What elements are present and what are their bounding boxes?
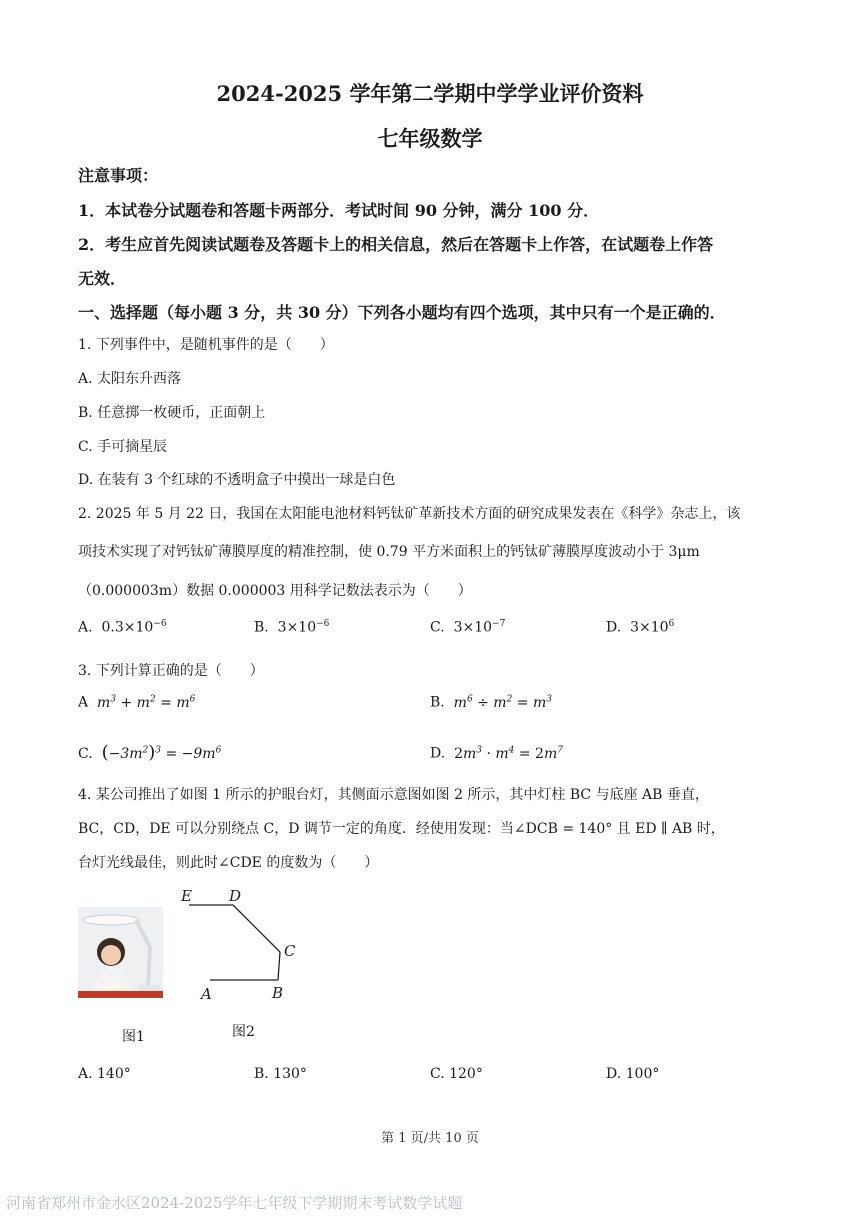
question-4-option-c: C. 120° — [430, 1066, 483, 1082]
figure-2-caption: 图2 — [232, 1024, 255, 1040]
segment-cb — [278, 952, 280, 980]
point-label-d: D — [229, 887, 242, 905]
question-1-option-a: A. 太阳东升西落 — [78, 371, 182, 387]
option-formula: $m^6 \div m^2 = m^3$ — [453, 694, 552, 711]
lamp-diagram — [170, 880, 310, 1010]
option-formula: $(-3m^2)^3 = -9m^6$ — [101, 742, 222, 763]
question-2-line-3: （0.000003m）数据 0.000003 用科学记数法表示为（ ） — [78, 583, 472, 599]
option-formula: $2m^3 \cdot m^4 = 2m^7$ — [454, 745, 563, 762]
question-3-option-a — [78, 694, 195, 711]
question-1-stem: 1. 下列事件中，是随机事件的是（ ） — [78, 337, 334, 353]
notice-item-2-line-1: 2．考生应首先阅读试题卷及答题卡上的相关信息，然后在答题卡上作答，在试题卷上作答 — [78, 235, 714, 254]
option-formula: $m^3 + m^2 = m^6$ — [97, 694, 196, 711]
option-value: 3×10 — [277, 619, 317, 636]
option-exponent: −6 — [153, 619, 167, 629]
page-number: 第 1 页/共 10 页 — [381, 1131, 479, 1146]
figure-1-caption: 图1 — [122, 1029, 145, 1045]
lamp-photo — [78, 907, 163, 998]
question-4-option-a: A. 140° — [78, 1066, 131, 1082]
option-exponent: 6 — [668, 619, 675, 629]
option-exponent: −6 — [316, 619, 330, 629]
option-value: 3×10 — [630, 619, 669, 636]
notice-item-1: 1．本试卷分试题卷和答题卡两部分．考试时间 90 分钟，满分 100 分． — [78, 201, 600, 220]
question-3-stem: 3. 下列计算正确的是（ ） — [78, 663, 264, 679]
question-4-line-2: BC，CD，DE 可以分别绕点 C，D 调节一定的角度．经使用发现：当∠DCB = 140° 且 ED ∥ AB 时， — [78, 821, 725, 837]
question-2-option-a — [78, 619, 167, 636]
option-label: C. — [78, 746, 93, 762]
notice-heading: 注意事项： — [78, 166, 159, 185]
question-2-line-2: 项技术实现了对钙钛矿薄膜厚度的精准控制，使 0.79 平方米面积上的钙钛矿薄膜厚度波动小于 3μm — [78, 544, 700, 560]
point-label-e: E — [181, 887, 192, 905]
question-4-option-d: D. 100° — [606, 1066, 660, 1082]
question-1-option-d: D. 在装有 3 个红球的不透明盒子中摸出一球是白色 — [78, 472, 396, 488]
point-label-a: A — [201, 985, 212, 1003]
option-label: A — [78, 694, 89, 711]
exam-title: 2024-2025 学年第二学期中学学业评价资料 — [216, 81, 644, 106]
option-value: 0.3×10 — [101, 619, 154, 636]
question-2-option-b — [254, 619, 329, 636]
question-4-line-3: 台灯光线最佳，则此时∠CDE 的度数为（ ） — [78, 855, 379, 871]
exam-subtitle: 七年级数学 — [377, 126, 483, 151]
question-1-option-b: B. 任意掷一枚硬币，正面朝上 — [78, 405, 266, 421]
point-label-c: C — [284, 942, 296, 960]
question-1-option-c: C. 手可摘星辰 — [78, 439, 168, 455]
question-2-option-d — [606, 619, 674, 636]
question-4-line-1: 4. 某公司推出了如图 1 所示的护眼台灯，其侧面示意图如图 2 所示，其中灯柱 BC 与底座 AB 垂直， — [78, 787, 709, 803]
option-exponent: −7 — [492, 619, 506, 629]
segment-dc — [233, 905, 280, 952]
question-3-option-b — [430, 694, 552, 711]
watermark: 河南省郑州市金水区2024-2025学年七年级下学期期末考试数学试题 — [6, 1194, 463, 1212]
question-3-option-c — [78, 742, 221, 763]
question-2-line-1: 2. 2025 年 5 月 22 日，我国在太阳能电池材料钙钛矿革新技术方面的研究成果发表在《科学》杂志上，该 — [78, 506, 741, 522]
option-label: B. — [254, 619, 269, 636]
option-label: C. — [430, 619, 445, 636]
option-value: 3×10 — [453, 619, 493, 636]
option-label: D. — [430, 745, 446, 762]
section-1-heading: 一、选择题（每小题 3 分，共 30 分）下列各小题均有四个选项，其中只有一个是正确的． — [78, 303, 726, 322]
notice-item-2-line-2: 无效． — [78, 269, 127, 288]
option-label: A. — [78, 619, 93, 636]
point-label-b: B — [272, 984, 284, 1002]
question-4-option-b: B. 130° — [254, 1066, 307, 1082]
question-2-option-c — [430, 619, 505, 636]
question-3-option-d — [430, 745, 563, 762]
option-label: D. — [606, 619, 622, 636]
option-label: B. — [430, 694, 445, 711]
